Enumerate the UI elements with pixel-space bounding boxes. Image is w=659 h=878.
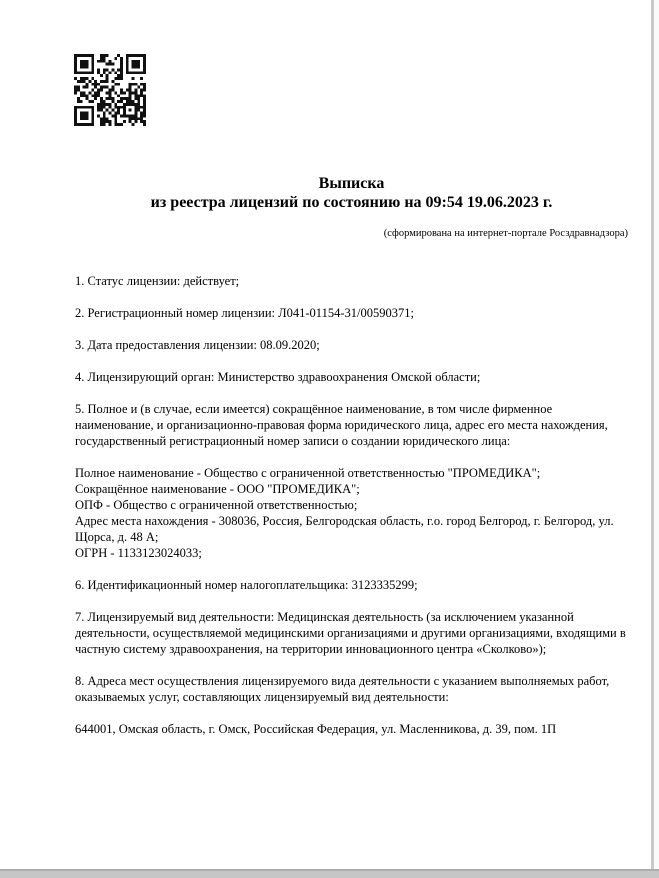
text-line: 2. Регистрационный номер лицензии: Л041-01154-31/00590371; xyxy=(75,306,414,320)
text-line: 7. Лицензируемый вид деятельности: Медицинская деятельность (за исключением указанной деятельности, осуществляемой медицинскими организациями и другими организациями, входящими в частную систему здравоохранения, на территории инновационного центра «Сколково»); xyxy=(75,610,626,656)
qr-code xyxy=(74,54,146,126)
document-paragraph xyxy=(75,401,628,449)
text-line: ОГРН - 1133123024033; xyxy=(75,546,202,560)
document-paragraph xyxy=(75,305,628,321)
viewer-background xyxy=(654,0,659,871)
document-paragraph xyxy=(75,337,628,353)
document-paragraph xyxy=(75,673,628,705)
text-line: 6. Идентификационный номер налогоплательщика: 3123335299; xyxy=(75,578,418,592)
text-line: 4. Лицензирующий орган: Министерство здравоохранения Омской области; xyxy=(75,370,481,384)
text-line: 5. Полное и (в случае, если имеется) сокращённое наименование, в том числе фирменное наименование, и организационно-правовая форма юридического лица, адрес его места нахождения, государственный регистрационный номер записи о создании юридического лица: xyxy=(75,402,608,448)
document-title xyxy=(75,174,628,212)
document-paragraph xyxy=(75,577,628,593)
document-paragraph xyxy=(75,609,628,657)
page-right-edge xyxy=(651,0,654,871)
document-paragraph xyxy=(75,721,628,737)
title-line-1: Выписка xyxy=(318,175,385,192)
text-line: 1. Статус лицензии: действует; xyxy=(75,274,240,288)
document-paragraph xyxy=(75,369,628,385)
document-paragraph xyxy=(75,273,628,289)
text-line: 3. Дата предоставления лицензии: 08.09.2020; xyxy=(75,338,320,352)
document-paragraph xyxy=(75,465,628,561)
document-body xyxy=(75,273,628,753)
formation-note: (сформирована на интернет-портале Росздравнадзора) xyxy=(383,228,628,239)
page-bottom-edge xyxy=(0,869,659,878)
text-line: 644001, Омская область, г. Омск, Российская Федерация, ул. Масленникова, д. 39, пом. 1П xyxy=(75,722,557,736)
title-line-2: из реестра лицензий по состоянию на 09:54 19.06.2023 г. xyxy=(150,194,553,211)
text-line: ОПФ - Общество с ограниченной ответственностью; xyxy=(75,498,358,512)
text-line: Сокращённое наименование - ООО "ПРОМЕДИКА"; xyxy=(75,482,360,496)
text-line: Полное наименование - Общество с ограниченной ответственностью "ПРОМЕДИКА"; xyxy=(75,466,541,480)
text-line: 8. Адреса мест осуществления лицензируемого вида деятельности с указанием выполняемых работ, оказываемых услуг, составляющих лицензируемый вид деятельности: xyxy=(75,674,610,704)
text-line: Адрес места нахождения - 308036, Россия, Белгородская область, г.о. город Белгород, г. Белгород, ул. Щорса, д. 48 А; xyxy=(75,514,614,544)
